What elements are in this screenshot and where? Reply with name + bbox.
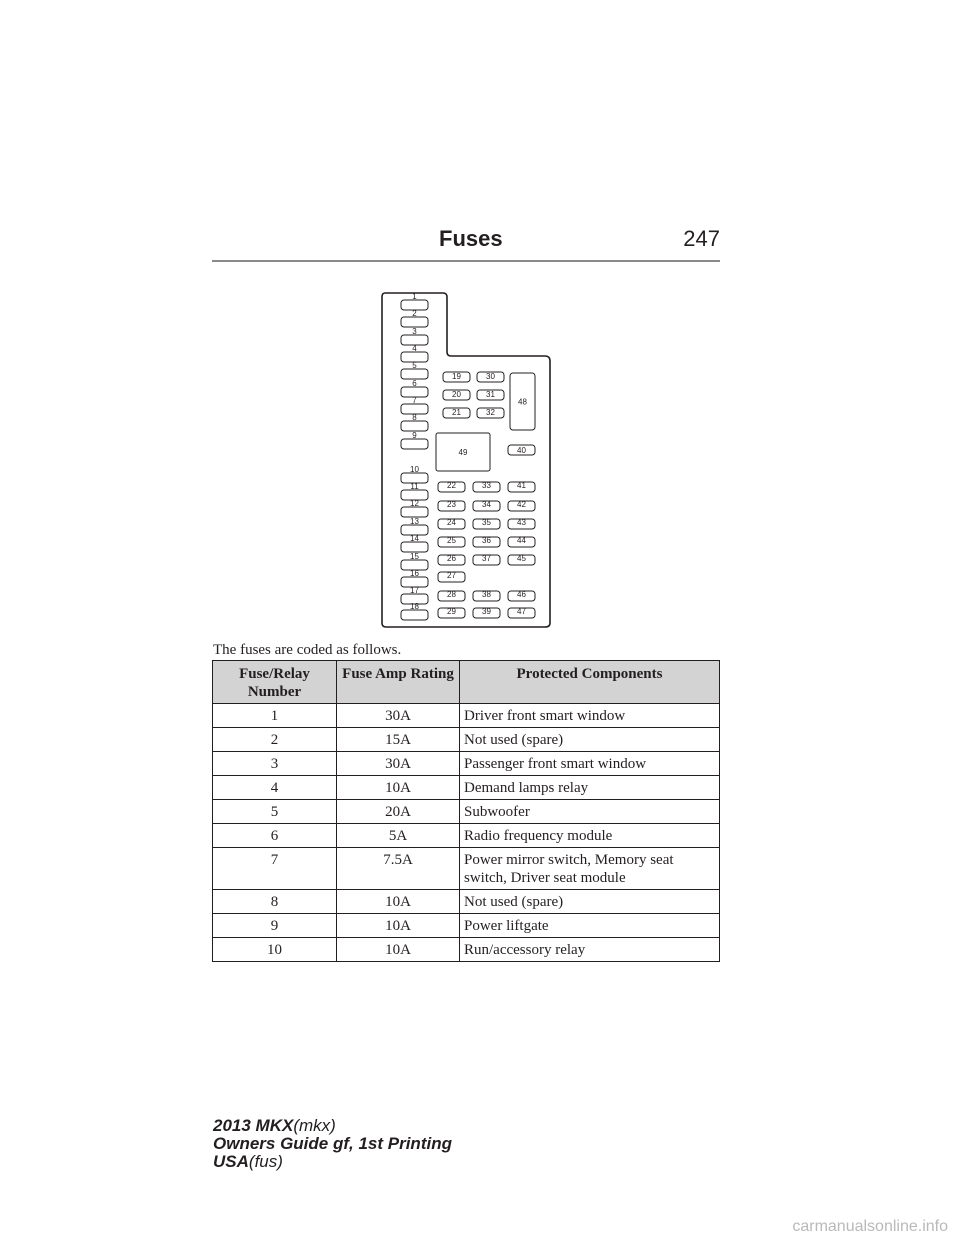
fuse-24 — [438, 518, 465, 529]
fuse-38 — [473, 590, 500, 601]
svg-text:19: 19 — [452, 372, 461, 381]
fuse-36 — [473, 536, 500, 547]
fuse-37 — [473, 554, 500, 565]
amp-rating: 7.5A — [337, 848, 460, 890]
fuse-48 — [510, 373, 535, 430]
fuse-30 — [477, 372, 504, 382]
amp-rating: 10A — [337, 914, 460, 938]
svg-text:26: 26 — [447, 554, 456, 563]
protected-component: Power mirror switch, Memory seat switch, Driver seat module — [460, 848, 720, 890]
svg-text:43: 43 — [517, 518, 526, 527]
footer-line-market: USA(fus) — [213, 1152, 283, 1171]
amp-rating: 10A — [337, 776, 460, 800]
fuse-33 — [473, 481, 500, 492]
fuse-28 — [438, 590, 465, 601]
svg-text:40: 40 — [517, 446, 526, 455]
fuse-39 — [473, 607, 500, 618]
fuse-20 — [443, 390, 470, 400]
table-header-row — [213, 661, 720, 704]
svg-text:17: 17 — [410, 586, 419, 595]
table-row — [213, 890, 720, 914]
svg-text:8: 8 — [412, 413, 417, 422]
fuse-1 — [401, 292, 428, 310]
table-row — [213, 848, 720, 890]
svg-text:39: 39 — [482, 607, 491, 616]
fuse-11 — [401, 482, 428, 500]
intro-text: The fuses are coded as follows. — [213, 642, 402, 658]
table-row — [213, 704, 720, 728]
svg-text:20: 20 — [452, 390, 461, 399]
fuse-13 — [401, 517, 428, 535]
page-header — [212, 226, 720, 262]
svg-text:12: 12 — [410, 499, 419, 508]
svg-text:30: 30 — [486, 372, 495, 381]
svg-text:23: 23 — [447, 500, 456, 509]
amp-rating: 10A — [337, 938, 460, 962]
svg-text:21: 21 — [452, 408, 461, 417]
fuse-number: 5 — [213, 800, 337, 824]
fuse-number: 8 — [213, 890, 337, 914]
header-fuse-number: Fuse/Relay Number — [213, 661, 337, 704]
fuse-number: 6 — [213, 824, 337, 848]
fuse-22 — [438, 481, 465, 492]
protected-component: Driver front smart window — [460, 704, 720, 728]
svg-text:33: 33 — [482, 481, 491, 490]
fuse-table — [212, 660, 720, 962]
svg-text:14: 14 — [410, 534, 419, 543]
amp-rating: 20A — [337, 800, 460, 824]
svg-text:46: 46 — [517, 590, 526, 599]
svg-text:42: 42 — [517, 500, 526, 509]
watermark: carmanualsonline.info — [792, 1218, 948, 1235]
table-row — [213, 752, 720, 776]
fuse-panel-diagram — [381, 292, 552, 628]
fuse-34 — [473, 500, 500, 511]
svg-text:9: 9 — [412, 431, 417, 440]
fuse-45 — [508, 554, 535, 565]
amp-rating: 30A — [337, 752, 460, 776]
table-row — [213, 800, 720, 824]
svg-text:16: 16 — [410, 569, 419, 578]
fuse-18 — [401, 602, 428, 620]
fuse-8 — [401, 413, 428, 431]
fuse-7 — [401, 396, 428, 414]
svg-text:1: 1 — [412, 292, 417, 301]
svg-text:38: 38 — [482, 590, 491, 599]
fuse-15 — [401, 552, 428, 570]
fuse-32 — [477, 408, 504, 418]
svg-text:15: 15 — [410, 552, 419, 561]
svg-text:6: 6 — [412, 379, 417, 388]
svg-text:37: 37 — [482, 554, 491, 563]
table-row — [213, 776, 720, 800]
amp-rating: 5A — [337, 824, 460, 848]
fuse-number: 1 — [213, 704, 337, 728]
protected-component: Power liftgate — [460, 914, 720, 938]
svg-text:36: 36 — [482, 536, 491, 545]
footer-line-guide: Owners Guide gf, 1st Printing — [213, 1134, 452, 1153]
svg-text:18: 18 — [410, 602, 419, 611]
fuse-23 — [438, 500, 465, 511]
svg-text:24: 24 — [447, 518, 456, 527]
fuse-10 — [401, 465, 428, 483]
fuse-26 — [438, 554, 465, 565]
svg-text:13: 13 — [410, 517, 419, 526]
svg-text:4: 4 — [412, 344, 417, 353]
protected-component: Subwoofer — [460, 800, 720, 824]
svg-text:7: 7 — [412, 396, 417, 405]
svg-text:44: 44 — [517, 536, 526, 545]
fuse-43 — [508, 518, 535, 529]
svg-text:32: 32 — [486, 408, 495, 417]
fuse-47 — [508, 607, 535, 618]
fuse-21 — [443, 408, 470, 418]
fuse-4 — [401, 344, 428, 362]
svg-text:34: 34 — [482, 500, 491, 509]
fuse-16 — [401, 569, 428, 587]
svg-text:45: 45 — [517, 554, 526, 563]
protected-component: Demand lamps relay — [460, 776, 720, 800]
fuse-14 — [401, 534, 428, 552]
page-title: Fuses — [439, 226, 503, 251]
svg-text:27: 27 — [447, 571, 456, 580]
fuse-9 — [401, 431, 428, 449]
amp-rating: 30A — [337, 704, 460, 728]
svg-text:3: 3 — [412, 327, 417, 336]
fuse-number: 3 — [213, 752, 337, 776]
fuse-number: 7 — [213, 848, 337, 890]
fuse-number: 4 — [213, 776, 337, 800]
fuse-27 — [438, 571, 465, 582]
document-footer — [213, 1117, 452, 1171]
fuse-25 — [438, 536, 465, 547]
fuse-49 — [436, 433, 490, 471]
svg-text:49: 49 — [458, 448, 468, 457]
table-row — [213, 914, 720, 938]
fuse-42 — [508, 500, 535, 511]
table-row — [213, 728, 720, 752]
protected-component: Run/accessory relay — [460, 938, 720, 962]
svg-text:25: 25 — [447, 536, 456, 545]
footer-line-model: 2013 MKX(mkx) — [213, 1116, 336, 1135]
fuse-2 — [401, 309, 428, 327]
fuse-41 — [508, 481, 535, 492]
protected-component: Radio frequency module — [460, 824, 720, 848]
fuse-29 — [438, 607, 465, 618]
fuse-19 — [443, 372, 470, 382]
svg-text:29: 29 — [447, 607, 456, 616]
svg-text:11: 11 — [410, 482, 419, 491]
fuse-3 — [401, 327, 428, 345]
fuse-5 — [401, 361, 428, 379]
svg-text:47: 47 — [517, 607, 526, 616]
protected-component: Not used (spare) — [460, 728, 720, 752]
svg-text:10: 10 — [410, 465, 419, 474]
fuse-number: 10 — [213, 938, 337, 962]
svg-text:22: 22 — [447, 481, 456, 490]
fuse-40 — [508, 445, 535, 455]
fuse-46 — [508, 590, 535, 601]
svg-text:48: 48 — [518, 397, 527, 407]
protected-component: Not used (spare) — [460, 890, 720, 914]
fuse-35 — [473, 518, 500, 529]
svg-text:41: 41 — [517, 481, 526, 490]
protected-component: Passenger front smart window — [460, 752, 720, 776]
fuse-31 — [477, 390, 504, 400]
fuse-12 — [401, 499, 428, 517]
header-amp-rating: Fuse Amp Rating — [337, 661, 460, 704]
amp-rating: 15A — [337, 728, 460, 752]
svg-text:5: 5 — [412, 361, 417, 370]
page-number: 247 — [683, 226, 720, 251]
fuse-number: 9 — [213, 914, 337, 938]
svg-text:2: 2 — [412, 309, 417, 318]
svg-text:31: 31 — [486, 390, 495, 399]
header-protected-components: Protected Components — [460, 661, 720, 704]
table-row — [213, 938, 720, 962]
table-row — [213, 824, 720, 848]
svg-text:35: 35 — [482, 518, 491, 527]
svg-text:28: 28 — [447, 590, 456, 599]
fuse-44 — [508, 536, 535, 547]
fuse-6 — [401, 379, 428, 397]
amp-rating: 10A — [337, 890, 460, 914]
fuse-number: 2 — [213, 728, 337, 752]
